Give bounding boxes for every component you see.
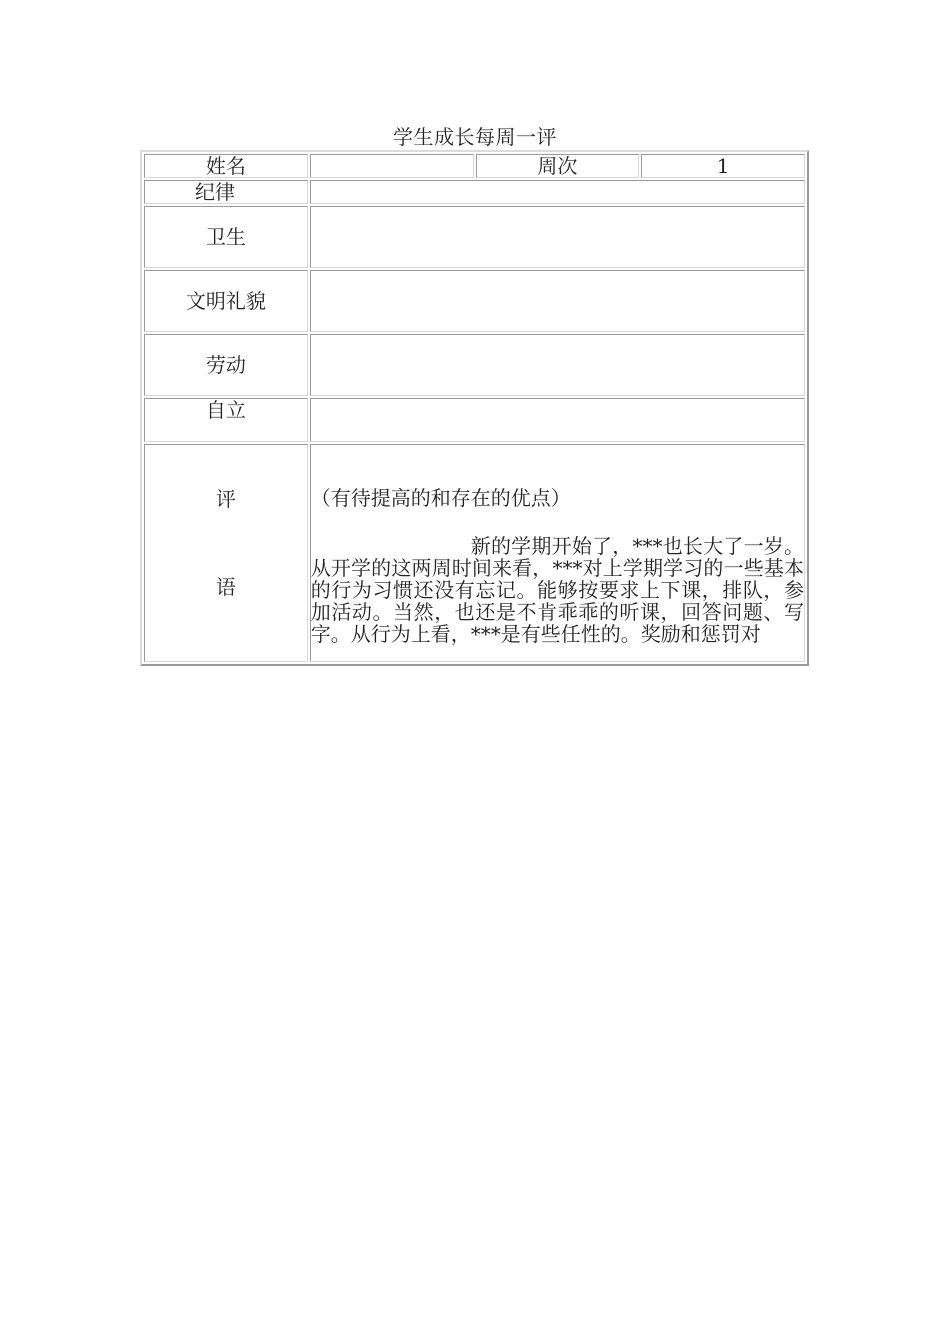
row-label-independence: 自立 <box>144 398 308 442</box>
comment-label-top: 评 <box>215 487 236 511</box>
comment-label-bottom: 语 <box>215 575 236 599</box>
name-value <box>310 154 474 178</box>
name-label: 姓名 <box>144 154 308 178</box>
row-hygiene <box>144 206 805 268</box>
row-comment <box>144 444 805 662</box>
row-independence <box>144 398 805 442</box>
row-value-independence <box>310 398 805 442</box>
comment-text: 新的学期开始了，***也长大了一岁。从开学的这两周时间来看，***对上学期学习的一些基本的行为习惯还没有忘记。能够按要求上下课，排队，参加活动。当然，也还是不肯乖乖的听课，回答问题、写字。从行为上看，***是有些任性的。奖励和惩罚对 <box>310 534 804 646</box>
row-label-discipline: 纪律 <box>144 180 308 204</box>
row-labor <box>144 334 805 396</box>
row-label-labor: 劳动 <box>144 334 308 396</box>
week-value: 1 <box>641 154 805 178</box>
row-value-discipline <box>310 180 805 204</box>
row-value-labor <box>310 334 805 396</box>
row-courtesy <box>144 270 805 332</box>
row-value-hygiene <box>310 206 805 268</box>
row-discipline <box>144 180 805 204</box>
row-label-hygiene: 卫生 <box>144 206 308 268</box>
page-title: 学生成长每周一评 <box>393 125 557 149</box>
row-value-courtesy <box>310 270 805 332</box>
header-row <box>144 154 805 178</box>
comment-hint: （有待提高的和存在的优点） <box>310 486 571 510</box>
week-label: 周次 <box>476 154 640 178</box>
comment-cell <box>310 444 805 662</box>
comment-label <box>144 444 308 662</box>
evaluation-table <box>140 150 809 666</box>
row-label-courtesy: 文明礼貌 <box>144 270 308 332</box>
